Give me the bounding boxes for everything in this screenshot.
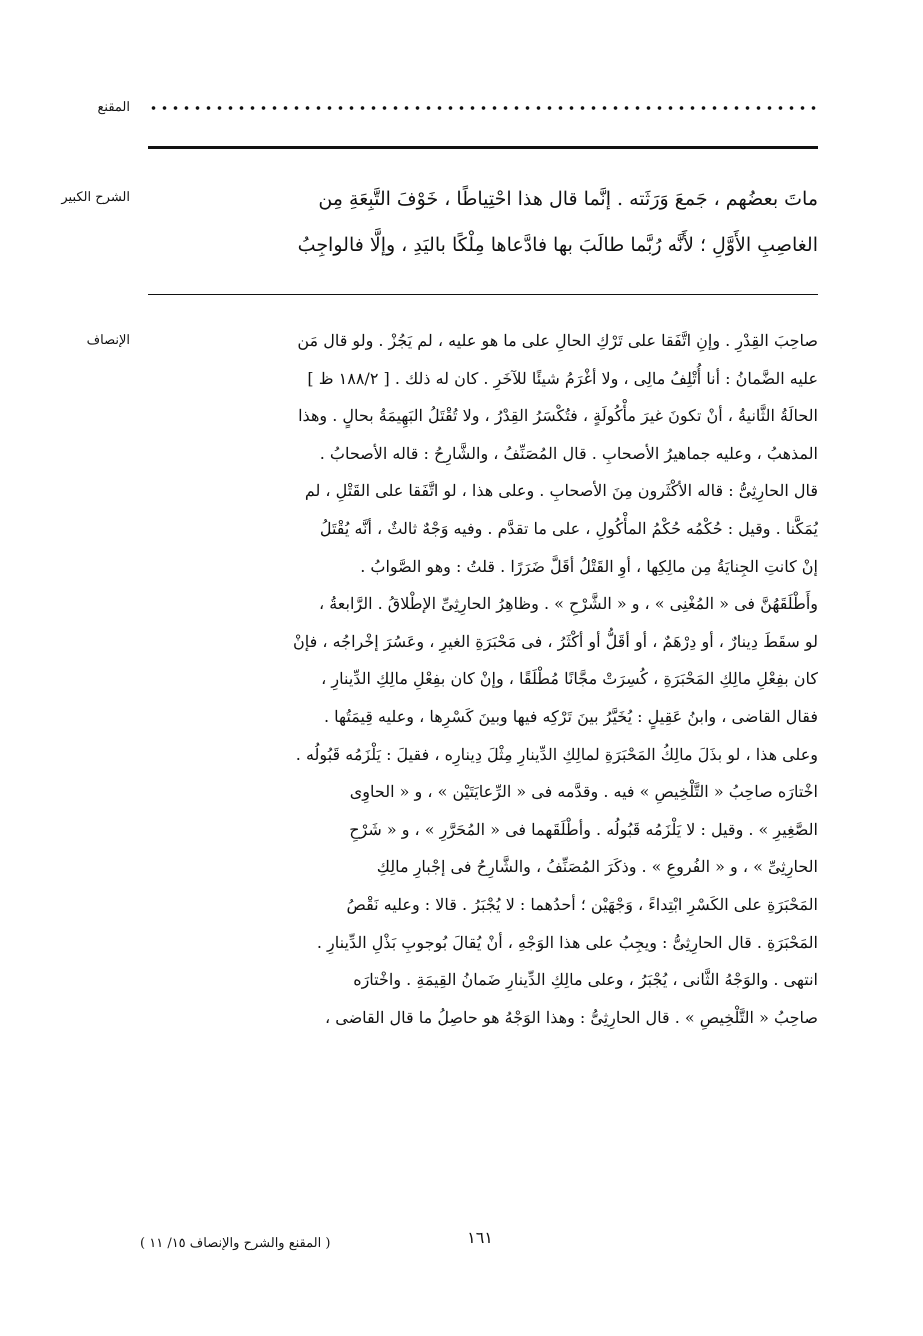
dotted-separator <box>148 104 818 112</box>
insaf-line: انتهى . والوَجْهُ الثَّانى ، يُجْبَرُ ، وعلى مالِكِ الدِّينارِ ضَمانُ القِيمَةِ . واخْتارَه <box>353 970 818 990</box>
section-divider <box>148 294 818 295</box>
insaf-line: الحالَةُ الثَّانيةُ ، أنْ تكونَ غيرَ مأْكُولَةٍ ، فتُكْسَرُ القِدْرُ ، ولا تُقْتَلُ البَهِيمَةُ بحالٍ . وهذا <box>298 406 818 426</box>
insaf-line: عليه الضَّمانُ : أنا أُتْلِفُ مالِى ، ولا أغْرَمُ شيئًا للآخَرِ . كان له ذلك . [ ١٨٨/٢ ظ ] <box>307 368 818 388</box>
insaf-text-block <box>148 322 818 1036</box>
insaf-line: صاحِبُ « التَّلْخِيصِ » . قال الحارِثِىُّ : وهذا الوَجْهُ هو حاصِلُ ما قال القاضى ، <box>325 1007 818 1027</box>
insaf-line: المَحْبَرَةِ على الكَسْرِ ابْتِداءً ، وَجْهَيْن ؛ أحدُهما : لا يُجْبَرُ . قالا : وعليه نَقْصُ <box>346 894 818 914</box>
sharh-line: الغاصِبِ الأَوَّلِ ؛ لأَنَّه رُبَّما طالَبَ بها فادَّعاها مِلْكًا باليَدِ ، وإلَّا فالواجِبُ <box>297 234 818 256</box>
insaf-line: كان بفِعْلِ مالِكِ المَحْبَرَةِ ، كُسِرَتْ مجَّانًا مُطْلَقًا ، وإنْ كان بفِعْلِ مالِكِ الدِّينارِ ، <box>321 669 818 689</box>
sharh-text-block <box>148 176 818 268</box>
header-rule <box>148 146 818 149</box>
insaf-line: قال الحارِثِىُّ : قاله الأكْثَرون مِنَ الأصحابِ . وعلى هذا ، لو اتَّفَقا على القَتْلِ ، لم <box>304 481 818 501</box>
insaf-line: المَحْبَرَةِ . قال الحارِثِىُّ : ويجِبُ على هذا الوَجْهِ ، أنْ يُقالَ بُوجوبِ بَذْلِ الدِّينارِ . <box>316 932 818 952</box>
insaf-line: وأَطْلَقَهُنَّ فى « المُغْنِى » ، و « الشَّرْحِ » . وظاهِرُ الحارِثِىِّ الإطْلاقُ . الرَّابعةُ ، <box>318 594 818 614</box>
insaf-line: اخْتارَه صاحِبُ « التَّلْخِيصِ » فيه . وقدَّمه فى « الرِّعايَتَيْن » ، و « الحاوِى <box>349 782 818 802</box>
sharh-section-label: الشرح الكبير <box>61 190 130 205</box>
insaf-line: صاحِبَ القِدْرِ . وإنِ اتَّفَقا على تَرْكِ الحالِ على ما هو عليه ، لم يَجُزْ . ولو قال مَن <box>297 331 818 350</box>
sharh-line: ماتَ بعضُهم ، جَمعَ وَرَثَته . إنَّما قال هذا احْتِياطًا ، خَوْفَ التَّبِعَةِ مِن <box>318 188 818 210</box>
insaf-section-label: الإنصاف <box>86 333 130 348</box>
insaf-line: إنْ كانتِ الجِنايَةُ مِن مالِكِها ، أوِ القَتْلُ أقَلَّ ضَرَرًا . قلتُ : وهو الصَّوابُ . <box>360 556 818 576</box>
page-number: ١٦١ <box>467 1228 493 1247</box>
insaf-line: الحارِثِىِّ » ، و « الفُروعِ » . وذكَرَ المُصَنِّفُ ، والشَّارِحُ فى إجْبارِ مالِكِ <box>376 857 818 877</box>
volume-reference: ( المقنع والشرح والإنصاف ١٥/ ١١ ) <box>140 1236 331 1251</box>
insaf-line: فقال القاضى ، وابنُ عَقِيلٍ : يُخَيَّرُ بينَ تَرْكِه فيها وبينَ كَسْرِها ، وعليه قِيمَتُها . <box>323 706 818 726</box>
insaf-line: لو سقَطَ دِينارٌ ، أو دِرْهَمٌ ، أو أقَلُّ أو أكْثَرُ ، فى مَحْبَرَةِ الغيرِ ، وعَسُرَ إخْراجُه ، فإنْ <box>292 631 818 651</box>
insaf-line: يُمَكَّنا . وقيل : حُكْمُه حُكْمُ المأْكُولِ ، على ما تقدَّم . وفيه وَجْهٌ ثالثٌ ، أنَّه يُقْتَلُ <box>319 518 818 538</box>
insaf-line: الصَّغِيرِ » . وقيل : لا يَلْزَمُه قَبُولُه . وأطْلَقَهما فى « المُحَرَّرِ » ، و « شَرْحِ <box>349 819 818 839</box>
insaf-line: المذهبُ ، وعليه جماهيرُ الأصحابِ . قال المُصَنِّفُ ، والشَّارِحُ : قاله الأصحابُ . <box>319 443 818 463</box>
insaf-line: وعلى هذا ، لو بذَلَ مالِكُ المَحْبَرَةِ لمالِكِ الدِّينارِ مِثْلَ دِينارِه ، فقيلَ : يَلْزَمُه قَبُولُه . <box>295 744 818 764</box>
running-header-label: المقنع <box>97 100 130 115</box>
